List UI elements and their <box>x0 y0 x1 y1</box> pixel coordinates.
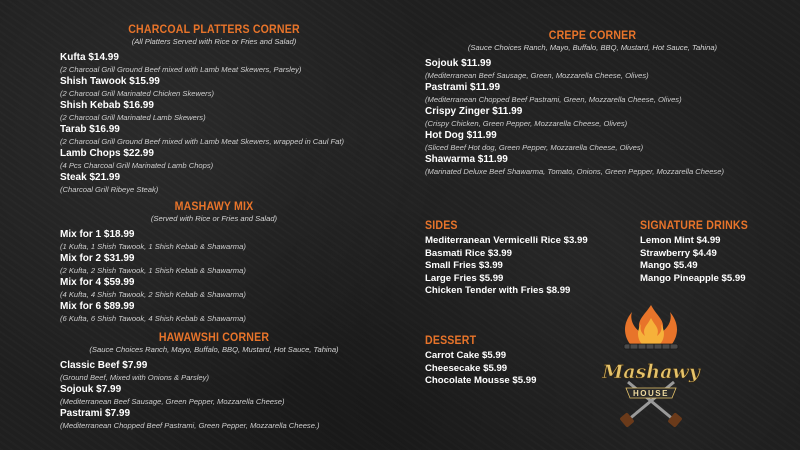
hawawshi-subtitle: (Sauce Choices Ranch, Mayo, Buffalo, BBQ, Mustard, Hot Sauce, Tahina) <box>89 345 339 354</box>
dessert-title: DESSERT <box>425 335 477 347</box>
flame-grill-logo-icon <box>596 300 706 430</box>
mashawy-title: MASHAWY MIX <box>174 201 254 213</box>
menu-item: Lamb Chops $22.99 (4 Pcs Charcoal Grill Marinated Lamb Chops) <box>60 148 214 170</box>
menu-item: Shawarma $11.99 (Marinated Deluxe Beef Shawarma, Tomato, Onions, Green Pepper, Mozzarella Cheese) <box>425 154 724 176</box>
crepe-list <box>425 58 760 177</box>
list-item: Lemon Mint $4.99 <box>640 235 721 246</box>
menu-item: Shish Kebab $16.99 (2 Charcoal Grill Marinated Lamb Skewers) <box>60 100 206 122</box>
list-item: Strawberry $4.49 <box>640 247 717 259</box>
crepe-section <box>425 30 760 178</box>
menu-item: Steak $21.99 (Charcoal Grill Ribeye Steak) <box>60 172 159 194</box>
list-item: Small Fries $3.99 <box>425 260 503 271</box>
list-item: Mango $5.49 <box>640 260 698 271</box>
hawawshi-title: HAWAWSHI CORNER <box>158 332 270 344</box>
menu-item: Shish Tawook $15.99 (2 Charcoal Grill Marinated Chicken Skewers) <box>60 76 215 98</box>
menu-item: Classic Beef $7.99 (Ground Beef, Mixed with Onions & Parsley) <box>60 360 209 382</box>
list-item: Cheesecake $5.99 <box>425 362 508 374</box>
menu-item: Pastrami $7.99 (Mediterranean Chopped Beef Pastrami, Green Pepper, Mozzarella Cheese.) <box>60 408 320 430</box>
crepe-subtitle: (Sauce Choices Ranch, Mayo, Buffalo, BBQ, Mustard, Hot Sauce, Tahina) <box>467 43 718 52</box>
charcoal-list <box>60 52 368 195</box>
charcoal-subtitle: (All Platters Served with Rice or Fries and Salad) <box>131 37 297 46</box>
dessert-section <box>425 335 585 388</box>
logo-brand-text: Mashawy <box>602 361 700 383</box>
list-item: Large Fries $5.99 <box>425 272 504 284</box>
menu-item: Sojouk $7.99 (Mediterranean Beef Sausage, Green Pepper, Mozzarella Cheese) <box>60 384 285 406</box>
menu-item: Sojouk $11.99 (Mediterranean Beef Sausage, Green, Mozzarella Cheese, Olives) <box>425 58 649 80</box>
sides-section <box>425 220 625 298</box>
menu-item: Pastrami $11.99 (Mediterranean Chopped Beef Pastrami, Green, Mozzarella Cheese, Olives) <box>425 82 682 104</box>
list-item: Mango Pineapple $5.99 <box>640 272 746 284</box>
logo-sub-text: HOUSE <box>633 389 669 398</box>
sides-title: SIDES <box>425 220 458 232</box>
menu-item: Hot Dog $11.99 (Sliced Beef Hot dog, Green Pepper, Mozzarella Cheese, Olives) <box>425 130 644 152</box>
menu-item: Tarab $16.99 (2 Charcoal Grill Ground Beef mixed with Lamb Meat Skewers, wrapped in Caul Fat) <box>60 124 345 146</box>
menu-item: Mix for 1 $18.99 (1 Kufta, 1 Shish Tawook, 1 Shish Kebab & Shawarma) <box>60 229 246 251</box>
crepe-title: CREPE CORNER <box>548 30 637 42</box>
mashawy-subtitle: (Served with Rice or Fries and Salad) <box>150 214 278 223</box>
drinks-title: SIGNATURE DRINKS <box>640 220 748 232</box>
list-item: Carrot Cake $5.99 <box>425 350 507 361</box>
brand-logo <box>596 300 706 430</box>
mashawy-list <box>60 229 368 324</box>
menu-item: Mix for 6 $89.99 (6 Kufta, 6 Shish Tawook, 4 Shish Kebab & Shawarma) <box>60 301 246 323</box>
list-item: Chocolate Mousse $5.99 <box>425 375 537 386</box>
list-item: Basmati Rice $3.99 <box>425 247 512 259</box>
list-item: Chicken Tender with Fries $8.99 <box>425 285 571 296</box>
menu-item: Kufta $14.99 (2 Charcoal Grill Ground Beef mixed with Lamb Meat Skewers, Parsley) <box>60 52 302 74</box>
hawawshi-list <box>60 360 368 431</box>
charcoal-title: CHARCOAL PLATTERS CORNER <box>128 24 300 36</box>
menu-item: Mix for 2 $31.99 (2 Kufta, 2 Shish Tawook, 1 Shish Kebab & Shawarma) <box>60 253 246 275</box>
left-column <box>60 24 368 432</box>
menu-item: Crispy Zinger $11.99 (Crispy Chicken, Green Pepper, Mozzarella Cheese, Olives) <box>425 106 628 128</box>
list-item: Mediterranean Vermicelli Rice $3.99 <box>425 235 588 246</box>
drinks-section <box>640 220 790 285</box>
menu-item: Mix for 4 $59.99 (4 Kufta, 4 Shish Tawook, 2 Shish Kebab & Shawarma) <box>60 277 246 299</box>
